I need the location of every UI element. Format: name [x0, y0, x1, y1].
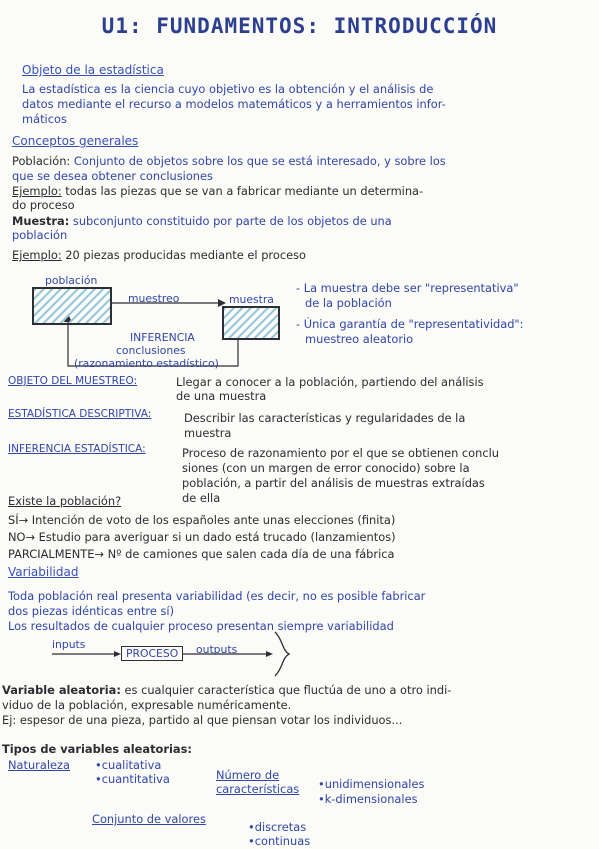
razonamiento-label: (razonamiento estadístico) — [74, 357, 219, 370]
diagram-note-1: - La muestra debe ser "representativa" — [296, 281, 519, 295]
diagram-note-4: muestreo aleatorio — [305, 332, 414, 346]
ejemplo1-label: Ejemplo: — [12, 184, 62, 198]
proceso-box: PROCESO — [121, 646, 183, 661]
distribution-curve — [275, 632, 289, 676]
existe-si: SÍ→ Intención de voto de los españoles ante unas elecciones (finita) — [8, 513, 396, 527]
variabilidad-line-1: Toda población real presenta variabilidad (es decir, no es posible fabricar — [8, 589, 426, 603]
conjunto-valores-label: Conjunto de valores — [92, 812, 206, 826]
continuas-item: •continuas — [248, 834, 311, 848]
objeto-line-3: máticos — [22, 112, 67, 126]
ejemplo1-text-1: todas las piezas que se van a fabricar mediante un determina- — [65, 184, 424, 198]
poblacion-text-2: que se desea obtener conclusiones — [12, 169, 213, 183]
muestra-text-1: subconjunto constituido por parte de los objetos de una — [72, 214, 392, 228]
numero-label: Número de — [216, 768, 280, 782]
ejemplo2-text: 20 piezas producidas mediante el proceso — [65, 248, 306, 262]
naturaleza-label: Naturaleza — [8, 758, 70, 772]
unidimensionales-item: •unidimensionales — [318, 777, 425, 791]
objeto-muestreo-term: OBJETO DEL MUESTREO: — [8, 375, 138, 387]
inferencia-estadistica-line-3: población, a partir del análisis de muestras extraídas — [182, 476, 485, 490]
tipos-heading: Tipos de variables aleatorias: — [2, 742, 192, 756]
muestra-text-2: población — [12, 228, 68, 242]
kdimensionales-item: •k-dimensionales — [318, 792, 418, 806]
heading-objeto: Objeto de la estadística — [22, 63, 164, 77]
diagram-note-3: - Única garantía de "representatividad": — [296, 317, 524, 331]
variable-aleatoria-line-3: Ej: espesor de una pieza, partido al que piensan votar los individuos... — [2, 713, 403, 727]
inputs-label: inputs — [52, 638, 86, 651]
objeto-muestreo-line-2: de una muestra — [176, 389, 267, 403]
inferencia-label: INFERENCIA — [130, 331, 195, 344]
existe-question: Existe la población? — [8, 494, 122, 508]
variable-aleatoria-line-1: es cualquier característica que fluctúa de uno a otro indi- — [124, 683, 452, 697]
existe-no: NO→ Estudio para averiguar si un dado está trucado (lanzamientos) — [8, 530, 396, 544]
estadistica-descriptiva-line-2: muestra — [184, 426, 232, 440]
caracteristicas-label: características — [216, 782, 300, 796]
poblacion-box — [32, 287, 112, 325]
poblacion-box-label: población — [45, 274, 98, 287]
ejemplo1-text-2: do proceso — [12, 198, 75, 212]
inferencia-estadistica-line-1: Proceso de razonamiento por el que se obtienen conclu — [182, 446, 500, 460]
poblacion-text-1: Conjunto de objetos sobre los que se está interesado, y sobre los — [73, 154, 446, 168]
poblacion-label: Población: — [12, 154, 71, 168]
inputs-arrowhead — [114, 651, 121, 657]
ejemplo2-label: Ejemplo: — [12, 248, 62, 262]
cualitativa-item: •cualitativa — [95, 758, 162, 772]
objeto-muestreo-line-1: Llegar a conocer a la población, partiendo del análisis — [176, 375, 484, 389]
heading-conceptos: Conceptos generales — [12, 134, 139, 148]
discretas-item: •discretas — [248, 820, 307, 834]
inferencia-estadistica-term: INFERENCIA ESTADÍSTICA: — [8, 443, 146, 455]
muestra-label: Muestra: — [12, 214, 70, 228]
conclusiones-label: conclusiones — [116, 344, 186, 357]
variabilidad-line-3: Los resultados de cualquier proceso presentan siempre variabilidad — [8, 619, 394, 633]
objeto-line-1: La estadística es la ciencia cuyo objetivo es la obtención y el análisis de — [22, 82, 434, 96]
diagram-note-2: de la población — [305, 296, 392, 310]
heading-variabilidad: Variabilidad — [8, 565, 79, 579]
estadistica-descriptiva-line-1: Describir las características y regularidades de la — [184, 411, 466, 425]
variabilidad-line-2: dos piezas idénticas entre sí) — [8, 604, 175, 618]
outputs-arrowhead — [266, 651, 273, 657]
inferencia-estadistica-line-2: siones (con un margen de error conocido) sobre la — [182, 461, 470, 475]
objeto-line-2: datos mediante el recurso a modelos matemáticos y a herramientos infor- — [22, 97, 446, 111]
muestreo-label: muestreo — [128, 292, 180, 305]
variable-aleatoria-line-2: viduo de la población, expresable numéricamente. — [2, 698, 292, 712]
outputs-label: outputs — [196, 643, 238, 656]
existe-parcial: PARCIALMENTE→ Nº de camiones que salen cada día de una fábrica — [8, 547, 395, 561]
muestra-box — [222, 306, 280, 340]
page-title: U1: FUNDAMENTOS: INTRODUCCIÓN — [101, 14, 498, 38]
inferencia-estadistica-line-4: de ella — [182, 491, 221, 505]
cuantitativa-item: •cuantitativa — [95, 772, 170, 786]
estadistica-descriptiva-term: ESTADÍSTICA DESCRIPTIVA: — [8, 408, 152, 420]
muestra-box-label: muestra — [229, 293, 274, 306]
variable-aleatoria-label: Variable aleatoria: — [2, 683, 121, 697]
